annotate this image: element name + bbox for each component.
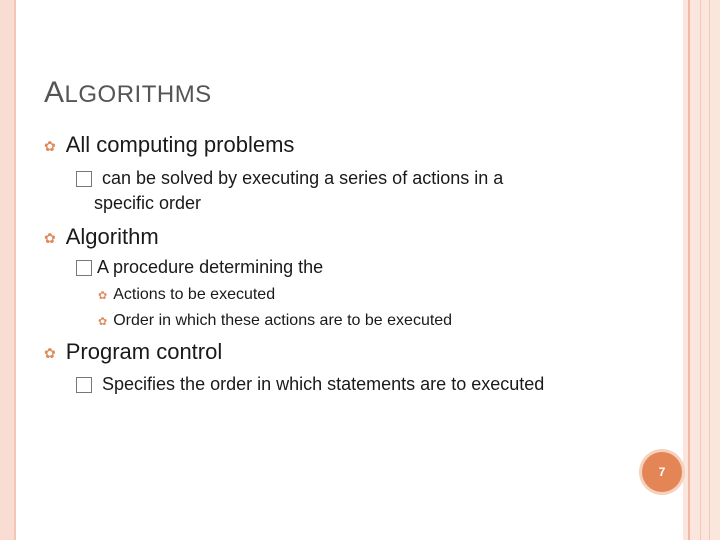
sub-bullet-item: Specifies the order in which statements are to executed: [76, 372, 544, 396]
bullet-item: ✿ Algorithm: [44, 224, 159, 251]
bullet-item: ✿ Program control: [44, 339, 222, 366]
bullet-icon: ✿: [98, 290, 108, 302]
sub-sub-bullet-item: ✿ Order in which these actions are to be executed: [98, 310, 452, 333]
checkbox-bullet-icon: [76, 377, 92, 393]
checkbox-bullet-icon: [76, 171, 92, 187]
right-frame-line: [688, 0, 690, 540]
bullet-item: ✿ All computing problems: [44, 132, 294, 159]
right-frame-line: [700, 0, 701, 540]
sub-sub-bullet-item: ✿ Actions to be executed: [98, 284, 275, 307]
sub-bullet-item: can be solved by executing a series of actions in a: [76, 166, 503, 190]
checkbox-bullet-icon: [76, 260, 92, 276]
left-frame-bar: [0, 0, 14, 540]
slide-title: ALGORITHMS: [44, 76, 212, 109]
bullet-icon: ✿: [44, 345, 56, 362]
left-frame-line: [14, 0, 16, 540]
page-number-badge: 7: [642, 452, 682, 492]
bullet-icon: ✿: [44, 230, 56, 247]
bullet-icon: ✿: [44, 138, 56, 155]
right-frame-line: [709, 0, 710, 540]
sub-bullet-item: A procedure determining the: [76, 255, 323, 279]
bullet-icon: ✿: [98, 316, 108, 328]
sub-bullet-continuation: specific order: [94, 193, 202, 213]
